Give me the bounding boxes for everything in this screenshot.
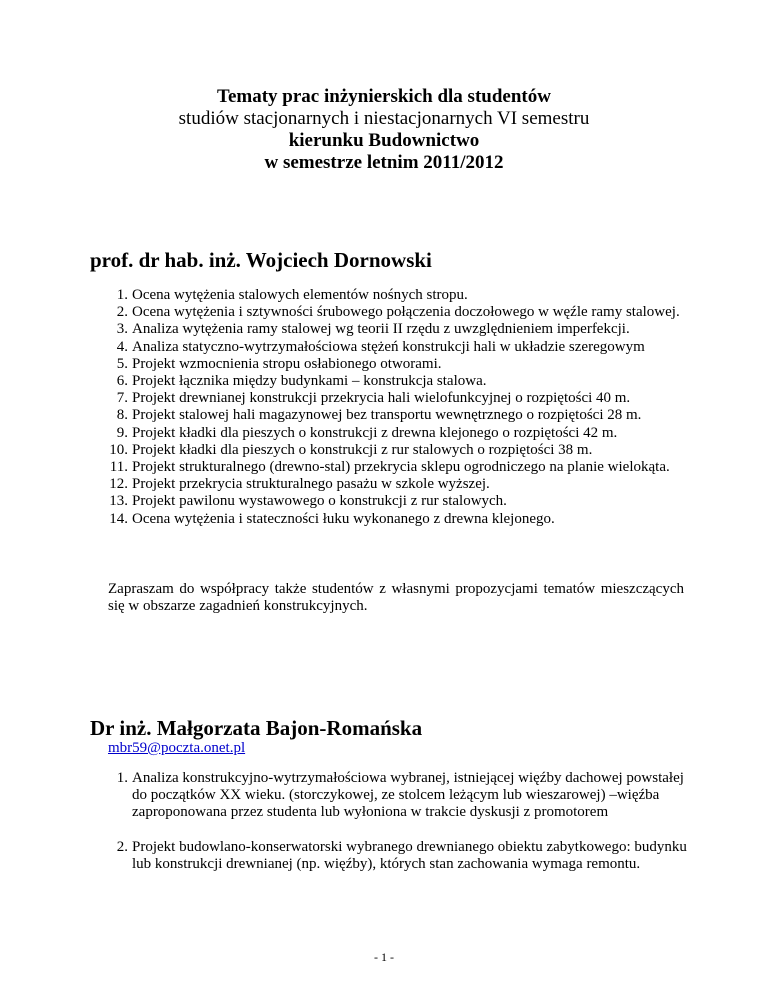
list-item-text: Ocena wytężenia i sztywności śrubowego połączenia doczołowego w węźle ramy stalowej.	[132, 304, 680, 321]
list-item-text: Projekt kładki dla pieszych o konstrukcji z rur stalowych o rozpiętości 38 m.	[132, 441, 593, 458]
list-item-number: 1.	[116, 287, 128, 303]
list-item-text: Projekt pawilonu wystawowego o konstrukcji z rur stalowych.	[132, 493, 507, 510]
list-item-number: 5.	[116, 355, 128, 372]
list-item-number: 13.	[109, 493, 128, 510]
invitation-paragraph: Zapraszam do współpracy także studentów z własnymi propozycjami tematów mieszczących się w obszarze zagadnień konstrukcyjnych.	[108, 581, 684, 615]
list-item-number: 2.	[116, 838, 128, 855]
list-item	[108, 493, 708, 510]
list-item	[108, 373, 708, 390]
list-item	[108, 425, 708, 442]
list-item	[108, 442, 708, 459]
list-item-text: Projekt strukturalnego (drewno-stal) przekrycia sklepu ogrodniczego na planie wielokąta.	[132, 459, 670, 476]
section-title-dornowski: prof. dr hab. inż. Wojciech Dornowski	[90, 248, 432, 272]
header-semester: w semestrze letnim 2011/2012	[264, 152, 504, 173]
section-title-bajon: Dr inż. Małgorzata Bajon-Romańska	[90, 716, 423, 740]
list-item	[108, 304, 708, 321]
list-item-text: Projekt budowlano-konserwatorski wybranego drewnianego obiektu zabytkowego: budynku lub konstrukcji drewnianej (np. więźby), których stan zachowania wymaga remontu.	[132, 838, 687, 872]
page-number: - 1 -	[374, 950, 394, 964]
list-item-number: 12.	[109, 476, 128, 493]
list-item	[108, 390, 708, 407]
list-item-text: Ocena wytężenia i stateczności łuku wykonanego z drewna klejonego.	[132, 510, 555, 527]
list-item-number: 7.	[116, 390, 128, 407]
email-link[interactable]: mbr59@poczta.onet.pl	[108, 740, 246, 756]
list-item-number: 3.	[116, 321, 128, 338]
list-item	[108, 839, 688, 873]
list-item-number: 2.	[116, 304, 128, 321]
list-item	[108, 339, 708, 356]
list-item-text: Analiza konstrukcyjno-wytrzymałościowa wybranej, istniejącej więźby dachowej powstałej do początków XX wieku. (storczykowej, ze stolcem leżącym lub wieszarowej) –więźba zaproponowana przez studenta lub wyłoniona w trakcie dyskusji z promotorem	[132, 770, 684, 821]
list-item	[108, 459, 708, 476]
list-item-number: 11.	[109, 459, 128, 476]
list-item-text: Projekt łącznika między budynkami – konstrukcja stalowa.	[132, 373, 487, 390]
topic-list-dornowski	[108, 287, 708, 528]
list-item-number: 4.	[116, 338, 128, 355]
document-header	[0, 86, 768, 174]
list-item-number: 1.	[116, 770, 128, 786]
list-item-text: Projekt przekrycia strukturalnego pasażu w szkole wyższej.	[132, 476, 490, 493]
header-field: kierunku Budownictwo	[288, 130, 480, 151]
list-item-text: Ocena wytężenia stalowych elementów nośnych stropu.	[132, 287, 468, 303]
topic-list-bajon	[108, 770, 688, 890]
list-item-number: 6.	[116, 373, 128, 390]
list-item	[108, 356, 708, 373]
list-item-text: Analiza wytężenia ramy stalowej wg teorii II rzędu z uwzględnieniem imperfekcji.	[132, 321, 630, 338]
header-subtitle: studiów stacjonarnych i niestacjonarnych VI semestru	[178, 108, 590, 129]
list-item-text: Analiza statyczno-wytrzymałościowa stężeń konstrukcji hali w układzie szeregowym	[132, 338, 645, 355]
list-item-number: 10.	[109, 441, 128, 458]
list-item-text: Projekt wzmocnienia stropu osłabionego otworami.	[132, 355, 442, 372]
list-item-text: Projekt drewnianej konstrukcji przekrycia hali wielofunkcyjnej o rozpiętości 40 m.	[132, 390, 631, 407]
list-item	[108, 770, 688, 822]
list-item-text: Projekt kładki dla pieszych o konstrukcji z drewna klejonego o rozpiętości 42 m.	[132, 424, 618, 441]
list-item	[108, 511, 708, 528]
list-item	[108, 287, 708, 304]
list-item	[108, 321, 708, 338]
list-item-number: 9.	[116, 424, 128, 441]
list-item	[108, 407, 708, 424]
list-item-number: 8.	[116, 407, 128, 424]
header-title: Tematy prac inżynierskich dla studentów	[217, 86, 551, 107]
list-item-number: 14.	[109, 510, 128, 527]
list-item	[108, 476, 708, 493]
list-item-text: Projekt stalowej hali magazynowej bez transportu wewnętrznego o rozpiętości 28 m.	[132, 407, 642, 424]
